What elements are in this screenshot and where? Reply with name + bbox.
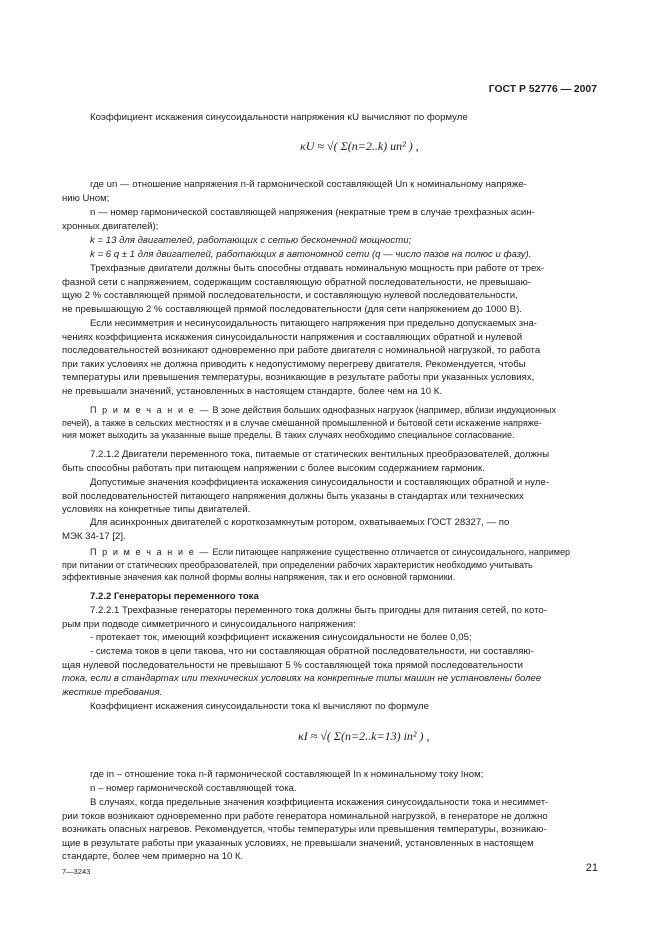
line: 7.2.2.1 Трехфазные генераторы переменного тока должны быть пригодны для питания сетей, по кото- xyxy=(90,605,547,616)
paragraph-generator-heating xyxy=(62,796,600,864)
line: возникать опасных нагревов. Рекомендуется, чтобы температуры или превышения температуры, возникаю- xyxy=(62,824,547,836)
line: нию Uном; xyxy=(62,192,110,204)
note-1 xyxy=(62,404,600,442)
line: - система токов в цепи такова, что ни составляющая обратной последовательности, ни составляю- xyxy=(90,646,534,657)
line: при таких условиях не должна приводить к недопустимому перегреву двигателя. Рекомендуется, чтобы xyxy=(62,358,526,370)
line: печей), а также в сельских местностях и в случае смешанной промышленной и бытовой сети искажение напряже- xyxy=(62,417,542,428)
line: щие в результате работы при указанных условиях, не превышали значений, установленных в настоящем xyxy=(62,837,534,849)
paragraph-7-2-2-1 xyxy=(62,604,600,631)
line: не превышали значений, установленных в настоящем стандарте, более чем на 10 К. xyxy=(62,385,442,397)
line: щая нулевой последовательности не превышают 5 % составляющей тока прямой последовательности xyxy=(62,659,523,671)
note-label: П р и м е ч а н и е — xyxy=(90,547,210,557)
paragraph-k6q xyxy=(62,248,600,262)
section-heading-7-2-2: 7.2.2 Генераторы переменного тока xyxy=(90,591,259,602)
paragraph-n-current: n – номер гармонической составляющей тока. xyxy=(90,783,297,794)
note-label: П р и м е ч а н и е — xyxy=(90,405,210,415)
line: ния может выходить за указанные выше пределы. В таких случаях необходимо специальное согласование. xyxy=(62,430,515,441)
line: МЭК 34-17 [2]. xyxy=(62,530,126,542)
line: рии токов возникают одновременно при работе генератора номинальной нагрузкой, в генераторе не должно xyxy=(62,810,548,822)
line: температуры или превышения температуры, возникающие в результате работы при указанных условиях, xyxy=(62,372,535,384)
line: при питании от статических преобразователей, при определении рабочих характеристик необходимо учитывать xyxy=(62,559,533,570)
bullet-current-system xyxy=(62,645,600,699)
line: фазной сети с напряжением, содержащим составляющую обратной последовательности, не превышаю- xyxy=(62,276,531,288)
line: Если питающее напряжение существенно отличается от синусоидального, например xyxy=(210,547,571,557)
page-header: ГОСТ Р 52776 — 2007 xyxy=(488,84,597,95)
line: не превышающую 2 % составляющей прямой последовательности (для сети напряжением до 1000 В). xyxy=(62,303,522,315)
paragraph-asymmetry xyxy=(62,317,600,399)
bullet-current-coefficient: - протекает ток, имеющий коэффициент искажения синусоидальности не более 0,05; xyxy=(90,632,472,643)
line: Трехфазные двигатели должны быть способны отдавать номинальную мощность при работе от трех- xyxy=(90,263,545,274)
line: тока, если в стандартах или технических условиях на конкретные типы машин не установлены более xyxy=(62,673,542,685)
line: хронных двигателей); xyxy=(62,220,159,232)
line: Допустимые значения коэффициента искажения синусоидальности и составляющих обратной и нуле- xyxy=(90,477,549,488)
formula-voltage-coefficient: κU ≈ √( Σ(n=2..k) un² ) , xyxy=(300,139,419,153)
line: последовательностей возникают одновременно при работе двигателя с номинальной нагрузкой, то работа xyxy=(62,345,541,357)
line: условиях на конкретные типы двигателей. xyxy=(62,504,251,516)
paragraph-n-def xyxy=(62,206,600,233)
line: рым при подводе симметричного и синусоидального напряжения: xyxy=(62,618,356,630)
paragraph-voltage-coefficient-intro: Коэффициент искажения синусоидальности напряжения κU вычисляют по формуле xyxy=(90,112,468,123)
line: В зоне действия больших однофазных нагрузок (например, вблизи индукционных xyxy=(210,405,557,415)
paragraph-allowed-values xyxy=(62,476,600,517)
paragraph-current-coefficient-intro: Коэффициент искажения синусоидальности тока κI вычисляют по формуле xyxy=(90,701,429,712)
paragraph-where-un xyxy=(62,178,600,205)
line: быть способны работать при питающем напряжении с более высоким содержанием гармоник. xyxy=(62,462,485,474)
formula-current-coefficient: κI ≈ √( Σ(n=2..k=13) in² ) , xyxy=(298,729,430,743)
line: щую 2 % составляющей прямой последовательности, и составляющую нулевой последовательности, xyxy=(62,290,518,302)
line: 7.2.1.2 Двигатели переменного тока, питаемые от статических вентильных преобразователей, должны xyxy=(90,449,550,460)
paragraph-k13 xyxy=(62,234,600,248)
line: жесткие требования. xyxy=(62,686,163,698)
line: k = 13 для двигателей, работающих с сетью бесконечной мощности; xyxy=(90,235,412,246)
note-2 xyxy=(62,546,600,584)
paragraph-three-phase-motors xyxy=(62,262,600,316)
line: Для асинхронных двигателей с короткозамкнутым ротором, охватываемых ГОСТ 28327, — по xyxy=(90,517,510,528)
line: n — номер гармонической составляющей напряжения (некратные трем в случае трехфазных асин- xyxy=(90,207,535,218)
line: вой последовательностей питающего напряжения должны быть указаны в стандартах или технических xyxy=(62,490,524,502)
page-number: 21 xyxy=(585,862,598,874)
footer-print-code: 7—3243 xyxy=(62,867,91,876)
line: где un — отношение напряжения n-й гармонической составляющей Un к номинальному напряже- xyxy=(90,179,527,190)
paragraph-async-motors xyxy=(62,516,600,543)
line: В случаях, когда предельные значения коэффициента искажения синусоидальности тока и несиммет- xyxy=(90,797,549,808)
line: k = 6 q ± 1 для двигателей, работающих в автономной сети (q — число пазов на полюс и фазу). xyxy=(90,249,532,260)
line: чениях коэффициента искажения синусоидальности напряжения и составляющих обратной и нулевой xyxy=(62,331,523,343)
line: эффективные значения как полной формы волны напряжения, так и его основной гармоники. xyxy=(62,572,456,583)
paragraph-7-2-1-2 xyxy=(62,448,600,475)
line: стандарте, более чем примерно на 10 К. xyxy=(62,851,244,863)
paragraph-where-in: где in – отношение тока n-й гармонической составляющей In к номинальному току Iном; xyxy=(90,769,484,780)
line: Если несимметрия и несинусоидальность питающего напряжения при предельно допускаемых зна- xyxy=(90,318,537,329)
